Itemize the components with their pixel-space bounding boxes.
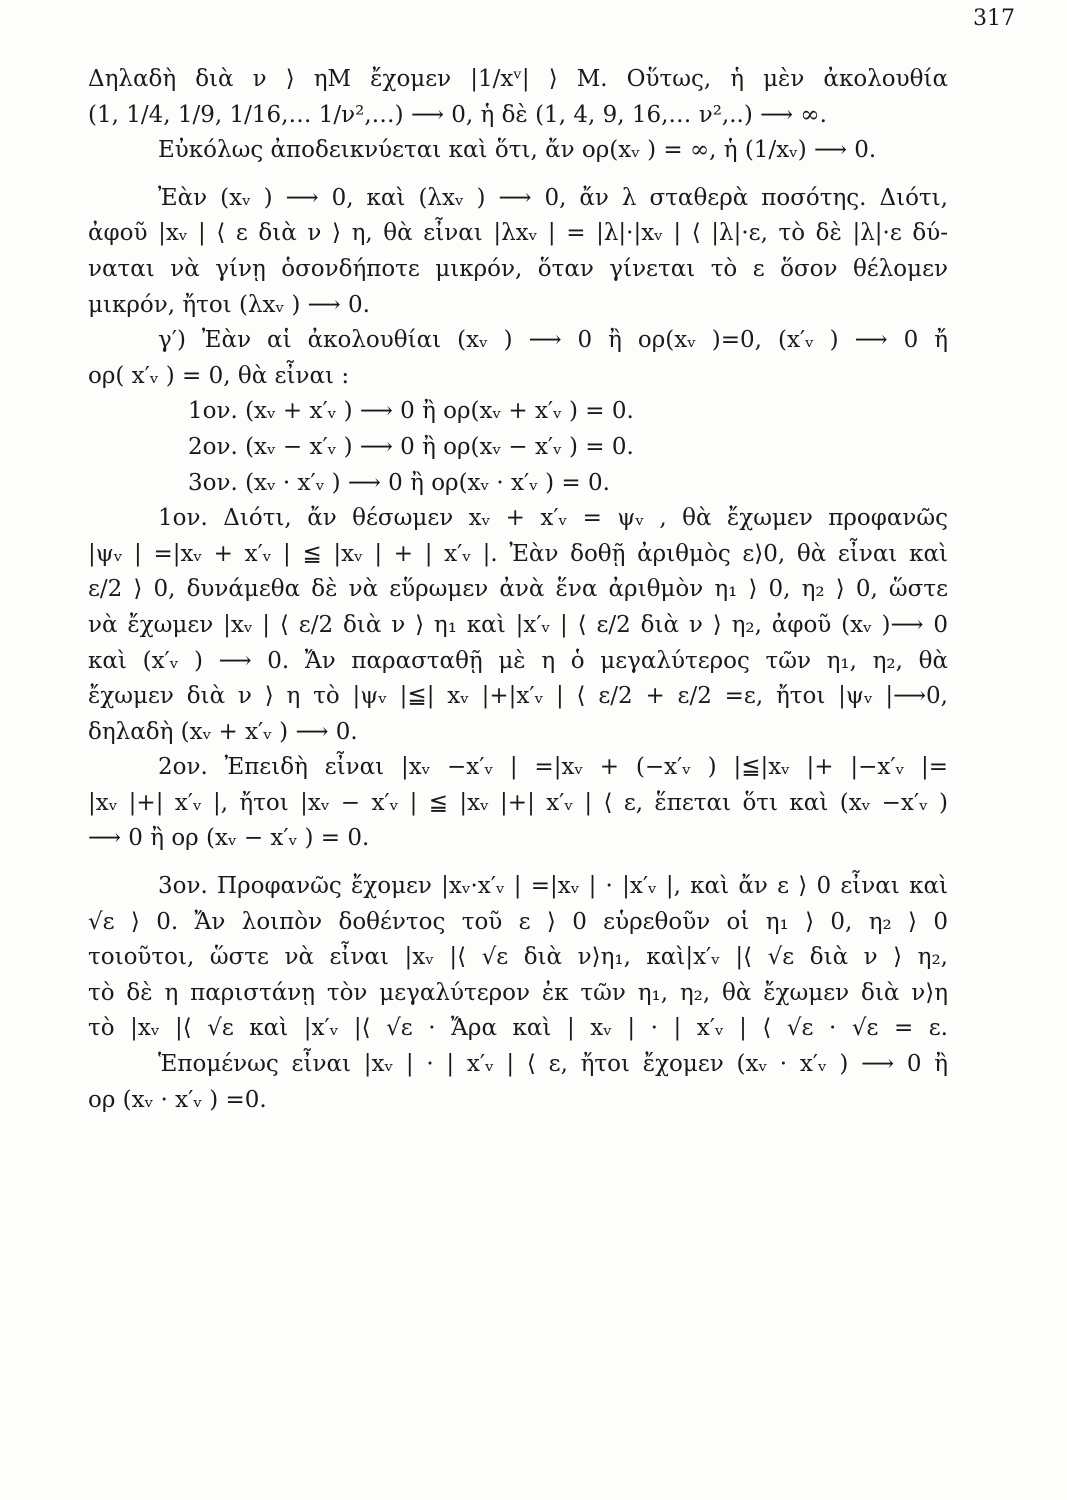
text-line: τοιοῦτοι, ὥστε νὰ εἶναι |xᵥ |⟨ √ε διὰ ν⟩η₁, καὶ|x′ᵥ |⟨ √ε διὰ ν ⟩ η₂, bbox=[88, 944, 948, 971]
text-line: 2ον. Ἐπειδὴ εἶναι |xᵥ −x′ᵥ | =|xᵥ + (−x′ᵥ ) |≦|xᵥ |+ |−x′ᵥ |= bbox=[158, 754, 948, 781]
text-line: γ′) Ἐὰν αἱ ἀκολουθίαι (xᵥ ) ⟶ 0 ἢ ορ(xᵥ )=0, (x′ᵥ ) ⟶ 0 ἤ bbox=[158, 327, 948, 354]
text-line: Εὐκόλως ἀποδεικνύεται καὶ ὅτι, ἄν ορ(xᵥ ) = ∞, ἡ (1/xᵥ) ⟶ 0. bbox=[158, 137, 877, 164]
text-line: 2ον. (xᵥ − x′ᵥ ) ⟶ 0 ἢ ορ(xᵥ − x′ᵥ ) = 0. bbox=[188, 433, 634, 460]
text-line: τὸ δὲ η παριστάνῃ τὸν μεγαλύτερον ἐκ τῶν η₁, η₂, θὰ ἔχωμεν διὰ ν⟩η bbox=[88, 979, 948, 1006]
text-line: ἀφοῦ |xᵥ | ⟨ ε διὰ ν ⟩ η, θὰ εἶναι |λxᵥ | = |λ|·|xᵥ | ⟨ |λ|·ε, τὸ δὲ |λ|·ε δύ- bbox=[88, 220, 948, 247]
text-line: 3ον. Προφανῶς ἔχομεν |xᵥ·x′ᵥ | =|xᵥ | · |x′ᵥ |, καὶ ἄν ε ⟩ 0 εἶναι καὶ bbox=[158, 873, 948, 900]
text-line: 3ον. (xᵥ · x′ᵥ ) ⟶ 0 ἢ ορ(xᵥ · x′ᵥ ) = 0. bbox=[188, 469, 610, 496]
text-line: √ε ⟩ 0. Ἄν λοιπὸν δοθέντος τοῦ ε ⟩ 0 εὑρεθοῦν οἱ η₁ ⟩ 0, η₂ ⟩ 0 bbox=[88, 908, 948, 935]
text-line: 1ον. Διότι, ἄν θέσωμεν xᵥ + x′ᵥ = ψᵥ , θὰ ἔχωμεν προφανῶς bbox=[158, 505, 948, 532]
text-line: 1ον. (xᵥ + x′ᵥ ) ⟶ 0 ἢ ορ(xᵥ + x′ᵥ ) = 0. bbox=[188, 398, 634, 425]
text-line: Ἑπομένως εἶναι |xᵥ | · | x′ᵥ | ⟨ ε, ἤτοι ἔχομεν (xᵥ · x′ᵥ ) ⟶ 0 ἢ bbox=[158, 1051, 948, 1078]
text-line: (1, 1/4, 1/9, 1/16,… 1/ν²,…) ⟶ 0, ἡ δὲ (1, 4, 9, 16,… ν²,..) ⟶ ∞. bbox=[88, 101, 827, 128]
paragraph-gap bbox=[88, 169, 948, 181]
text-line: νὰ ἔχωμεν |xᵥ | ⟨ ε/2 διὰ ν ⟩ η₁ καὶ |x′ᵥ | ⟨ ε/2 διὰ ν ⟩ η₂, ἀφοῦ (xᵥ )⟶ 0 bbox=[88, 611, 948, 638]
text-line: δηλαδὴ (xᵥ + x′ᵥ ) ⟶ 0. bbox=[88, 718, 358, 745]
page-number: 317 bbox=[973, 6, 1015, 31]
text-line: Δηλαδὴ διὰ ν ⟩ ηΜ ἔχομεν |1/xᵛ| ⟩ Μ. Οὕτως, ἡ μὲν ἀκολουθία bbox=[88, 66, 948, 92]
text-line: τὸ |xᵥ |⟨ √ε καὶ |x′ᵥ |⟨ √ε · Ἄρα καὶ | xᵥ | · | x′ᵥ | ⟨ √ε · √ε = ε. bbox=[88, 1015, 948, 1042]
text-line: |ψᵥ | =|xᵥ + x′ᵥ | ≦ |xᵥ | + | x′ᵥ |. Ἐὰν δοθῇ ἀριθμὸς ε⟩0, θὰ εἶναι καὶ bbox=[88, 540, 948, 567]
text-line: ναται νὰ γίνῃ ὁσονδήποτε μικρόν, ὅταν γίνεται τὸ ε ὅσον θέλομεν bbox=[88, 255, 948, 282]
text-line: καὶ (x′ᵥ ) ⟶ 0. Ἄν παρασταθῇ μὲ η ὁ μεγαλύτερος τῶν η₁, η₂, θὰ bbox=[88, 647, 948, 674]
text-line: |xᵥ |+| x′ᵥ |, ἤτοι |xᵥ − x′ᵥ | ≦ |xᵥ |+| x′ᵥ | ⟨ ε, ἕπεται ὅτι καὶ (xᵥ −x′ᵥ ) bbox=[88, 789, 948, 816]
text-line: ἔχωμεν διὰ ν ⟩ η τὸ |ψᵥ |≦| xᵥ |+|x′ᵥ | ⟨ ε/2 + ε/2 =ε, ἤτοι |ψᵥ |⟶0, bbox=[88, 683, 948, 710]
text-line: Ἐὰν (xᵥ ) ⟶ 0, καὶ (λxᵥ ) ⟶ 0, ἄν λ σταθερὰ ποσότης. Διότι, bbox=[158, 184, 948, 211]
page-body bbox=[88, 62, 948, 1118]
text-line: ορ( x′ᵥ ) = 0, θὰ εἶναι : bbox=[88, 362, 350, 389]
text-line: ⟶ 0 ἢ ορ (xᵥ − x′ᵥ ) = 0. bbox=[88, 825, 370, 852]
text-line: μικρόν, ἤτοι (λxᵥ ) ⟶ 0. bbox=[88, 291, 370, 318]
text-line: ορ (xᵥ · x′ᵥ ) =0. bbox=[88, 1086, 267, 1113]
text-line: ε/2 ⟩ 0, δυνάμεθα δὲ νὰ εὕρωμεν ἀνὰ ἕνα ἀριθμὸν η₁ ⟩ 0, η₂ ⟩ 0, ὥστε bbox=[88, 576, 948, 603]
paragraph-gap bbox=[88, 857, 948, 869]
